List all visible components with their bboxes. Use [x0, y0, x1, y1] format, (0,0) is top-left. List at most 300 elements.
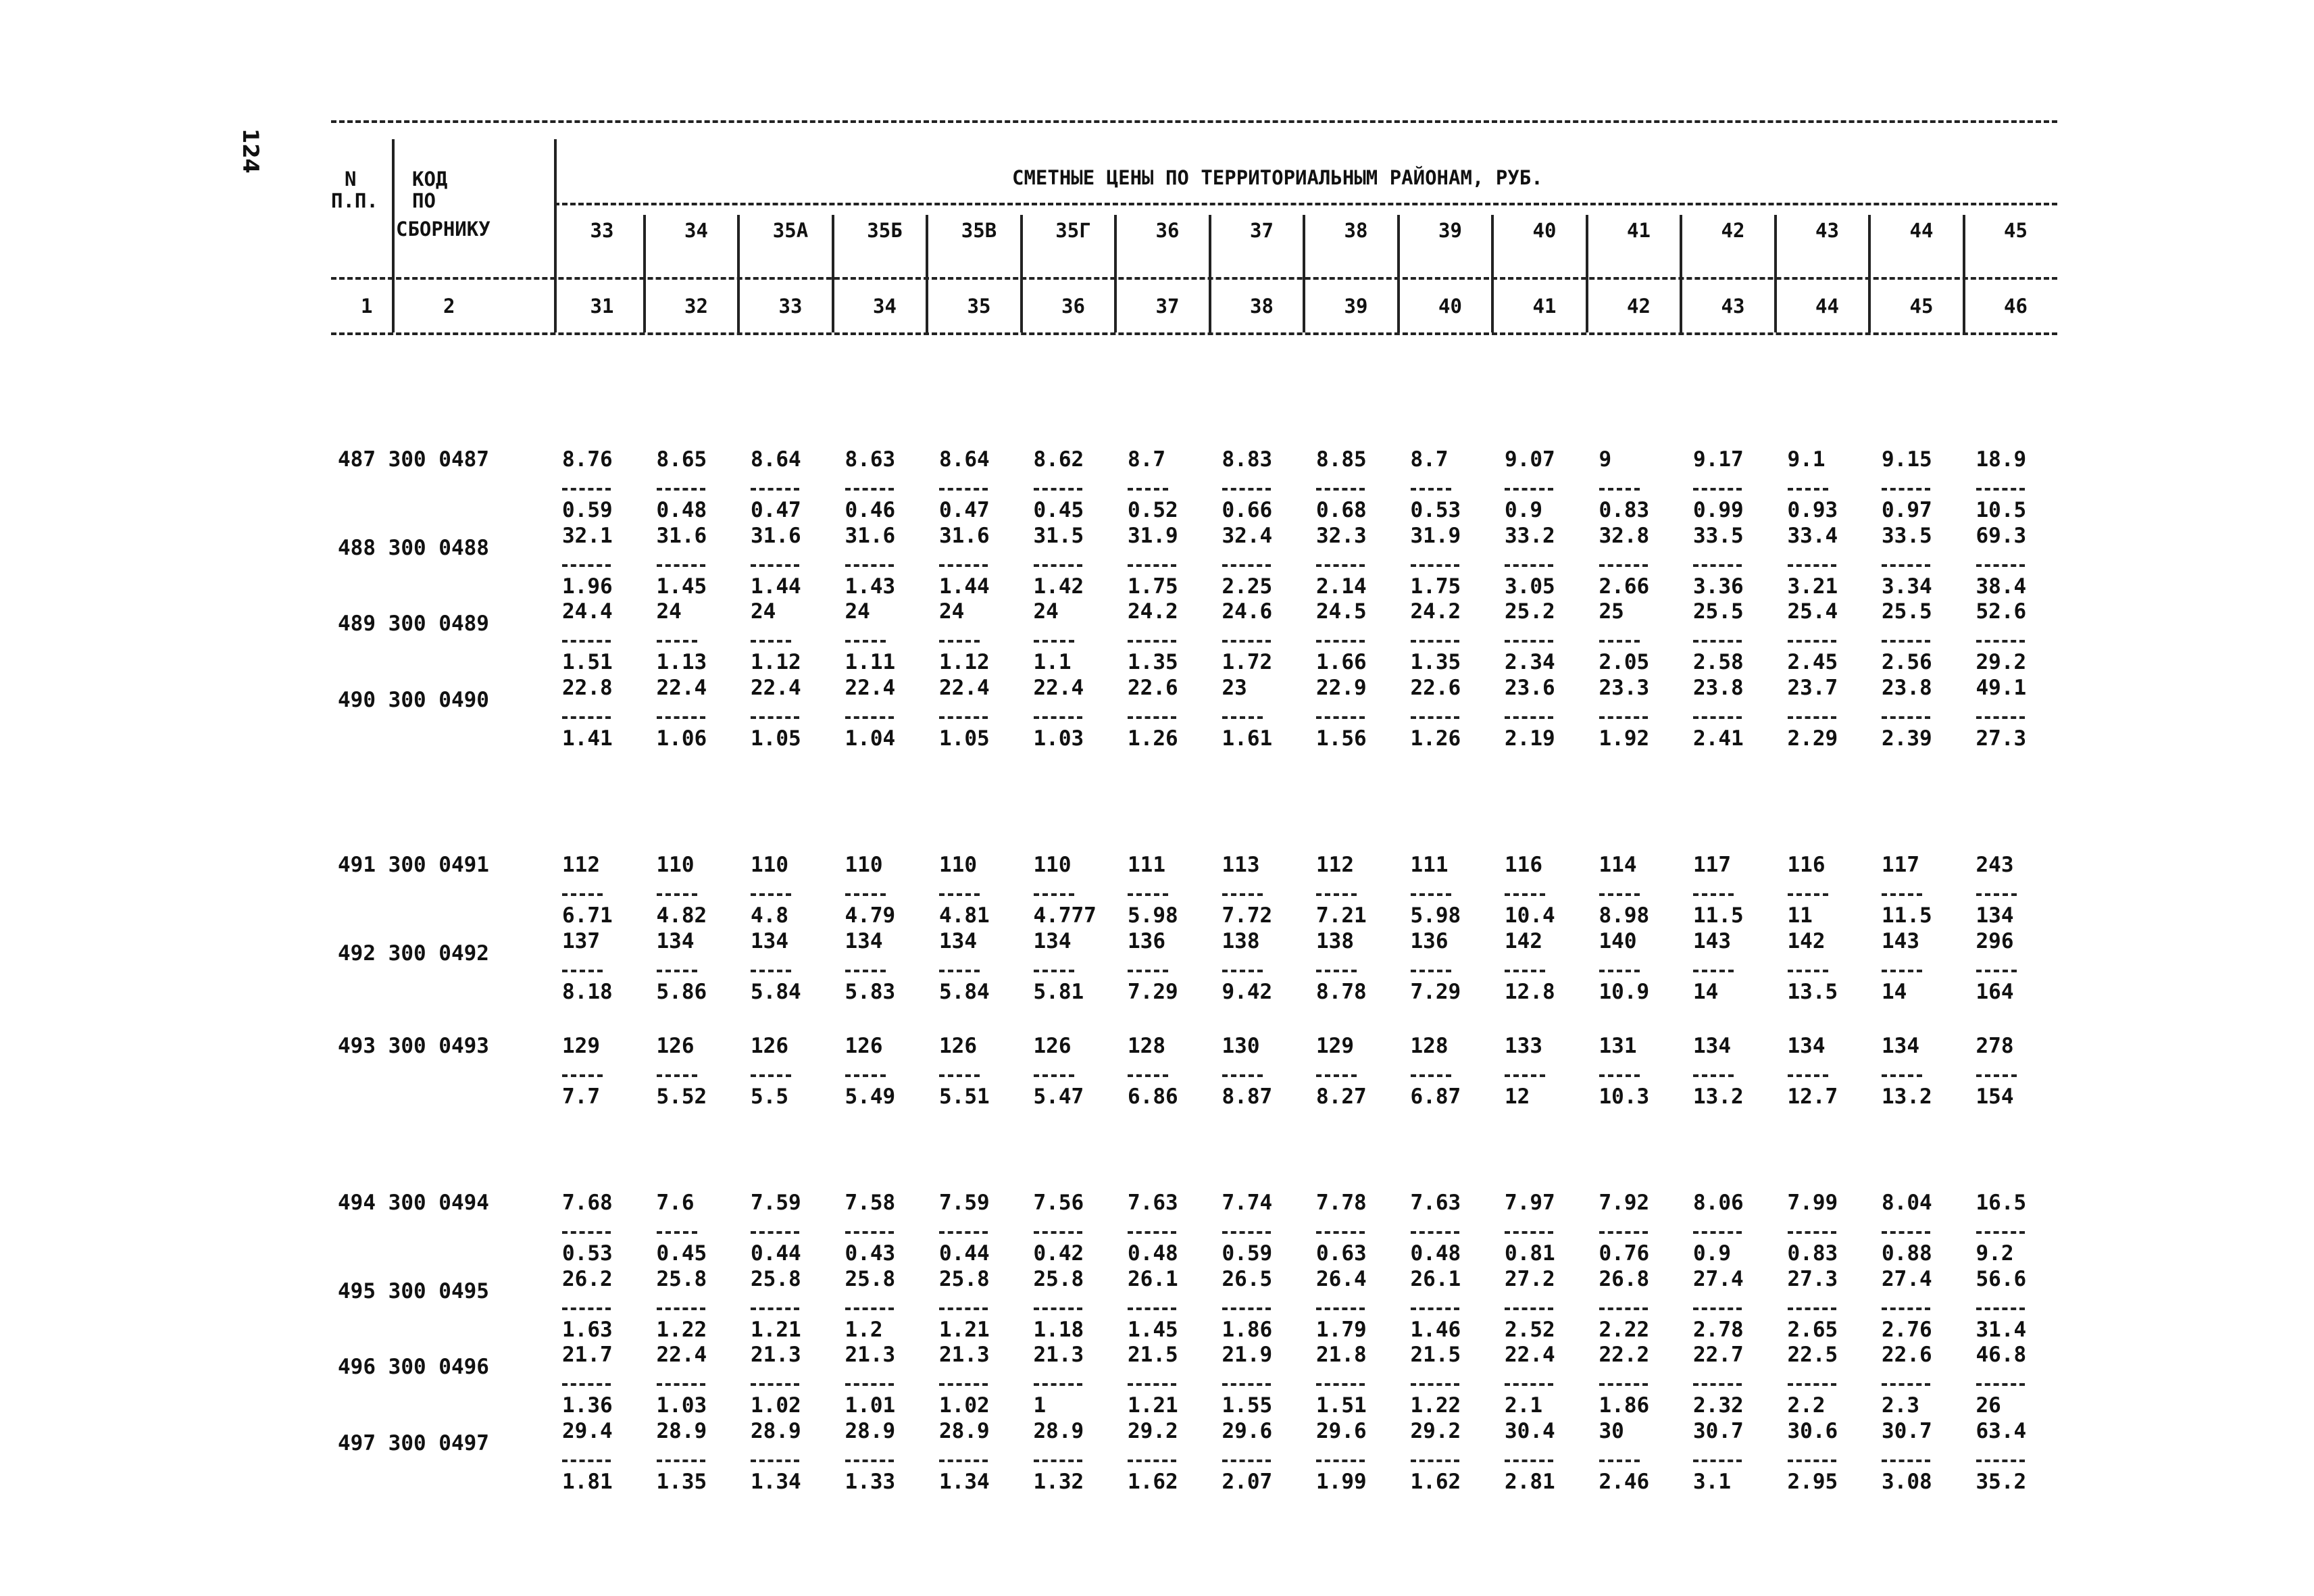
price-cell: 296: [1976, 928, 2014, 953]
price-cell: 28.9: [939, 1418, 990, 1443]
region-header-3: 35Б: [867, 219, 903, 242]
col-number-43: 43: [1721, 295, 1745, 318]
price-cell: 1.56: [1316, 726, 1367, 751]
price-cell: 29.6: [1316, 1418, 1367, 1443]
price-cell: 6.86: [1128, 1084, 1178, 1109]
price-cell: 28.9: [845, 1418, 896, 1443]
fraction-rule: [1788, 716, 1836, 719]
price-cell: 164: [1976, 979, 2014, 1004]
price-cell: 6.87: [1410, 1084, 1461, 1109]
fraction-rule: [1128, 1231, 1176, 1234]
fraction-rule: [1411, 640, 1459, 643]
fraction-rule: [657, 1074, 697, 1077]
price-cell: 56.6: [1976, 1266, 2027, 1291]
fraction-rule: [1882, 1460, 1930, 1462]
header-top-rule: [331, 120, 2057, 123]
price-cell: 7.97: [1505, 1191, 1555, 1215]
price-cell: 126: [1033, 1034, 1072, 1058]
price-cell: 2.58: [1693, 650, 1744, 674]
price-cell: 31.9: [1410, 523, 1461, 548]
price-cell: 38.4: [1976, 574, 2027, 599]
price-cell: 9: [1599, 447, 1612, 472]
fraction-rule: [939, 488, 988, 491]
fraction-rule: [1505, 564, 1553, 567]
price-cell: 21.5: [1410, 1343, 1461, 1367]
price-cell: 8.7: [1128, 447, 1165, 472]
fraction-rule: [751, 640, 791, 643]
price-cell: 126: [939, 1034, 977, 1058]
price-cell: 46.8: [1976, 1343, 2027, 1367]
price-cell: 1.01: [845, 1393, 896, 1418]
price-cell: 1.41: [562, 726, 613, 751]
price-cell: 5.83: [845, 979, 896, 1004]
fraction-rule: [1976, 1460, 2025, 1462]
fraction-rule: [562, 1074, 603, 1077]
price-cell: 23: [1222, 675, 1247, 700]
fraction-rule: [1316, 564, 1365, 567]
fraction-rule: [1505, 716, 1553, 719]
fraction-rule: [1411, 970, 1451, 972]
fraction-rule: [1128, 893, 1168, 896]
price-cell: 1.79: [1316, 1317, 1367, 1342]
region-divider: [643, 215, 646, 332]
fraction-rule: [1693, 1307, 1742, 1310]
fraction-rule: [939, 716, 988, 719]
fraction-rule: [1882, 970, 1922, 972]
fraction-rule: [1128, 1383, 1176, 1386]
price-cell: 12.8: [1505, 979, 1555, 1004]
fraction-rule: [1882, 1307, 1930, 1310]
price-cell: 0.63: [1316, 1241, 1367, 1266]
price-cell: 1.2: [845, 1317, 883, 1342]
fraction-rule: [1882, 488, 1930, 491]
region-divider: [1868, 215, 1871, 332]
fraction-rule: [1222, 1460, 1271, 1462]
price-cell: 0.81: [1505, 1241, 1555, 1266]
col-number-37: 37: [1155, 295, 1180, 318]
price-cell: 2.95: [1787, 1469, 1838, 1494]
price-cell: 0.52: [1128, 498, 1178, 522]
price-cell: 138: [1222, 928, 1260, 953]
row-code: 496 300 0496: [338, 1355, 489, 1379]
fraction-rule: [1128, 640, 1176, 643]
region-divider: [1680, 215, 1682, 332]
fraction-rule: [1693, 1074, 1734, 1077]
price-cell: 8.27: [1316, 1084, 1367, 1109]
fraction-rule: [657, 893, 697, 896]
fraction-rule: [1976, 893, 2017, 896]
fraction-rule: [1222, 1307, 1271, 1310]
price-cell: 4.79: [845, 903, 896, 928]
price-cell: 129: [562, 1034, 600, 1058]
price-cell: 24: [751, 599, 776, 624]
price-cell: 1.62: [1410, 1469, 1461, 1494]
region-header-0: 33: [590, 219, 614, 242]
fraction-rule: [1599, 564, 1648, 567]
price-cell: 33.4: [1787, 523, 1838, 548]
fraction-rule: [751, 893, 791, 896]
price-cell: 25.8: [939, 1266, 990, 1291]
price-cell: 1.36: [562, 1393, 613, 1418]
price-cell: 110: [656, 853, 695, 877]
row-code: 495 300 0495: [338, 1278, 489, 1303]
price-cell: 33.2: [1505, 523, 1555, 548]
price-cell: 14: [1693, 979, 1719, 1004]
price-cell: 25: [1599, 599, 1624, 624]
fraction-rule: [1411, 488, 1451, 491]
region-header-2: 35А: [772, 219, 809, 242]
price-cell: 27.4: [1882, 1266, 1932, 1291]
price-cell: 21.5: [1128, 1343, 1178, 1367]
price-cell: 32.4: [1222, 523, 1273, 548]
price-cell: 8.18: [562, 979, 613, 1004]
col-number-45: 45: [1909, 295, 1934, 318]
price-cell: 136: [1410, 928, 1449, 953]
price-cell: 21.3: [939, 1343, 990, 1367]
fraction-rule: [1976, 564, 2025, 567]
price-cell: 1.05: [939, 726, 990, 751]
price-cell: 1.02: [939, 1393, 990, 1418]
col-number-32: 32: [684, 295, 708, 318]
fraction-rule: [657, 1231, 697, 1234]
price-cell: 25.4: [1787, 599, 1838, 624]
fraction-rule: [657, 564, 705, 567]
fraction-rule: [1034, 1074, 1074, 1077]
region-divider: [1114, 215, 1117, 332]
price-cell: 110: [1033, 853, 1072, 877]
price-cell: 8.65: [656, 447, 707, 472]
price-cell: 1.34: [751, 1469, 801, 1494]
price-cell: 3.34: [1882, 574, 1932, 599]
region-header-10: 40: [1532, 219, 1557, 242]
price-cell: 12.7: [1787, 1084, 1838, 1109]
price-cell: 1.86: [1222, 1317, 1273, 1342]
price-cell: 0.48: [1410, 1241, 1461, 1266]
price-cell: 1.72: [1222, 650, 1273, 674]
price-cell: 4.81: [939, 903, 990, 928]
price-cell: 1.35: [1128, 650, 1178, 674]
price-cell: 4.777: [1033, 903, 1097, 928]
price-cell: 7.74: [1222, 1191, 1273, 1215]
fraction-rule: [1505, 1460, 1553, 1462]
region-header-1: 34: [684, 219, 708, 242]
price-cell: 0.97: [1882, 498, 1932, 522]
price-cell: 1.75: [1128, 574, 1178, 599]
price-cell: 22.2: [1599, 1343, 1650, 1367]
fraction-rule: [657, 1383, 705, 1386]
fraction-rule: [562, 1307, 611, 1310]
fraction-rule: [1788, 640, 1836, 643]
region-divider: [832, 215, 834, 332]
price-cell: 278: [1976, 1034, 2014, 1058]
price-cell: 26.2: [562, 1266, 613, 1291]
region-divider: [1586, 215, 1588, 332]
price-cell: 1.26: [1128, 726, 1178, 751]
col-number-35: 35: [967, 295, 991, 318]
region-header-7: 37: [1250, 219, 1274, 242]
price-cell: 10.4: [1505, 903, 1555, 928]
col-n-label-2: П.П.: [331, 189, 378, 212]
price-cell: 21.7: [562, 1343, 613, 1367]
fraction-rule: [657, 640, 697, 643]
price-cell: 2.3: [1882, 1393, 1919, 1418]
fraction-rule: [1693, 1460, 1742, 1462]
price-cell: 26: [1976, 1393, 2001, 1418]
fraction-rule: [939, 1074, 980, 1077]
price-cell: 9.1: [1787, 447, 1826, 472]
price-cell: 25.5: [1882, 599, 1932, 624]
fraction-rule: [1034, 893, 1074, 896]
region-divider: [1397, 215, 1400, 332]
fraction-rule: [1599, 716, 1648, 719]
fraction-rule: [562, 716, 611, 719]
price-cell: 31.6: [939, 523, 990, 548]
price-cell: 113: [1222, 853, 1260, 877]
price-cell: 8.76: [562, 447, 613, 472]
price-cell: 0.44: [751, 1241, 801, 1266]
col-number-2: 2: [443, 295, 455, 318]
price-cell: 33.5: [1882, 523, 1932, 548]
fraction-rule: [1693, 716, 1742, 719]
price-cell: 0.88: [1882, 1241, 1932, 1266]
col-number-33: 33: [778, 295, 803, 318]
price-cell: 31.9: [1128, 523, 1178, 548]
price-cell: 2.39: [1882, 726, 1932, 751]
price-cell: 1.96: [562, 574, 613, 599]
fraction-rule: [1693, 640, 1742, 643]
fraction-rule: [1222, 1383, 1271, 1386]
row-code: 489 300 0489: [338, 612, 489, 636]
fraction-rule: [845, 970, 886, 972]
price-cell: 2.32: [1693, 1393, 1744, 1418]
fraction-rule: [1034, 1383, 1082, 1386]
price-cell: 21.3: [845, 1343, 896, 1367]
fraction-rule: [1505, 488, 1553, 491]
fraction-rule: [562, 1383, 611, 1386]
price-cell: 7.56: [1033, 1191, 1084, 1215]
price-cell: 24.6: [1222, 599, 1273, 624]
price-cell: 1.05: [751, 726, 801, 751]
price-cell: 22.4: [656, 1343, 707, 1367]
fraction-rule: [1505, 1074, 1545, 1077]
price-cell: 1.21: [751, 1317, 801, 1342]
price-cell: 2.22: [1599, 1317, 1650, 1342]
fraction-rule: [1788, 1307, 1836, 1310]
fraction-rule: [657, 716, 705, 719]
fraction-rule: [1034, 1307, 1082, 1310]
price-cell: 3.1: [1693, 1469, 1731, 1494]
fraction-rule: [1316, 1307, 1365, 1310]
fraction-rule: [1599, 1460, 1640, 1462]
price-cell: 1.61: [1222, 726, 1273, 751]
fraction-rule: [845, 1460, 894, 1462]
price-cell: 8.64: [751, 447, 801, 472]
fraction-rule: [1505, 970, 1545, 972]
price-cell: 134: [845, 928, 883, 953]
fraction-rule: [657, 1460, 705, 1462]
price-cell: 8.87: [1222, 1084, 1273, 1109]
price-cell: 1.42: [1033, 574, 1084, 599]
price-cell: 128: [1410, 1034, 1449, 1058]
price-cell: 243: [1976, 853, 2014, 877]
fraction-rule: [845, 640, 886, 643]
price-cell: 31.6: [656, 523, 707, 548]
region-header-6: 36: [1155, 219, 1180, 242]
price-cell: 0.76: [1599, 1241, 1650, 1266]
region-header-13: 43: [1815, 219, 1839, 242]
price-cell: 18.9: [1976, 447, 2027, 472]
price-cell: 26.1: [1410, 1266, 1461, 1291]
fraction-rule: [939, 970, 980, 972]
price-cell: 0.83: [1787, 1241, 1838, 1266]
fraction-rule: [1128, 1307, 1176, 1310]
fraction-rule: [1599, 488, 1640, 491]
price-cell: 1: [1033, 1393, 1047, 1418]
price-cell: 8.85: [1316, 447, 1367, 472]
fraction-rule: [1222, 970, 1263, 972]
fraction-rule: [1788, 564, 1836, 567]
price-cell: 35.2: [1976, 1469, 2027, 1494]
price-cell: 29.2: [1410, 1418, 1461, 1443]
header-divider-n: [392, 139, 395, 332]
price-cell: 110: [939, 853, 977, 877]
fraction-rule: [1976, 1231, 2025, 1234]
price-cell: 25.8: [1033, 1266, 1084, 1291]
fraction-rule: [1599, 1231, 1648, 1234]
price-cell: 6.71: [562, 903, 613, 928]
price-cell: 0.44: [939, 1241, 990, 1266]
price-cell: 0.42: [1033, 1241, 1084, 1266]
price-cell: 24.2: [1128, 599, 1178, 624]
fraction-rule: [1128, 970, 1168, 972]
price-cell: 1.75: [1410, 574, 1461, 599]
fraction-rule: [1128, 716, 1176, 719]
price-cell: 22.4: [656, 675, 707, 700]
price-cell: 24.2: [1410, 599, 1461, 624]
price-cell: 31.6: [845, 523, 896, 548]
price-cell: 117: [1693, 853, 1731, 877]
fraction-rule: [1128, 1074, 1168, 1077]
price-cell: 23.8: [1693, 675, 1744, 700]
col-number-39: 39: [1344, 295, 1368, 318]
price-cell: 0.83: [1599, 498, 1650, 522]
price-cell: 134: [656, 928, 695, 953]
price-cell: 27.4: [1693, 1266, 1744, 1291]
fraction-rule: [1599, 970, 1640, 972]
fraction-rule: [751, 716, 799, 719]
price-cell: 31.5: [1033, 523, 1084, 548]
price-cell: 0.48: [1128, 1241, 1178, 1266]
price-cell: 2.52: [1505, 1317, 1555, 1342]
fraction-rule: [1316, 1460, 1365, 1462]
fraction-rule: [845, 488, 894, 491]
price-cell: 8.06: [1693, 1191, 1744, 1215]
fraction-rule: [751, 1383, 799, 1386]
price-cell: 24: [656, 599, 682, 624]
fraction-rule: [1976, 716, 2025, 719]
fraction-rule: [1222, 488, 1271, 491]
col-number-31: 31: [590, 295, 614, 318]
price-cell: 23.7: [1787, 675, 1838, 700]
price-cell: 5.47: [1033, 1084, 1084, 1109]
price-cell: 11.5: [1693, 903, 1744, 928]
price-cell: 0.59: [562, 498, 613, 522]
fraction-rule: [1411, 1231, 1459, 1234]
price-cell: 1.86: [1599, 1393, 1650, 1418]
price-cell: 133: [1505, 1034, 1542, 1058]
price-cell: 1.35: [656, 1469, 707, 1494]
price-cell: 7.78: [1316, 1191, 1367, 1215]
price-cell: 24.4: [562, 599, 613, 624]
price-cell: 24.5: [1316, 599, 1367, 624]
fraction-rule: [1128, 564, 1176, 567]
price-cell: 7.6: [656, 1191, 695, 1215]
price-cell: 33.5: [1693, 523, 1744, 548]
price-cell: 136: [1128, 928, 1165, 953]
price-cell: 13.2: [1693, 1084, 1744, 1109]
price-cell: 2.81: [1505, 1469, 1555, 1494]
price-cell: 11: [1787, 903, 1813, 928]
price-cell: 22.6: [1410, 675, 1461, 700]
col-number-44: 44: [1815, 295, 1839, 318]
fraction-rule: [1316, 893, 1357, 896]
price-cell: 2.07: [1222, 1469, 1273, 1494]
price-cell: 22.7: [1693, 1343, 1744, 1367]
col-number-38: 38: [1250, 295, 1274, 318]
price-cell: 0.53: [1410, 498, 1461, 522]
fraction-rule: [1693, 970, 1734, 972]
price-cell: 27.3: [1787, 1266, 1838, 1291]
price-cell: 16.5: [1976, 1191, 2027, 1215]
price-cell: 22.6: [1128, 675, 1178, 700]
fraction-rule: [1882, 716, 1930, 719]
fraction-rule: [939, 1460, 988, 1462]
price-cell: 7.99: [1787, 1191, 1838, 1215]
price-cell: 32.3: [1316, 523, 1367, 548]
price-cell: 27.3: [1976, 726, 2027, 751]
price-cell: 2.05: [1599, 650, 1650, 674]
fraction-rule: [751, 564, 799, 567]
price-cell: 30.7: [1693, 1418, 1744, 1443]
price-cell: 31.6: [751, 523, 801, 548]
fraction-rule: [845, 893, 886, 896]
fraction-rule: [1599, 1383, 1648, 1386]
fraction-rule: [1599, 640, 1640, 643]
price-cell: 111: [1410, 853, 1449, 877]
price-cell: 1.06: [656, 726, 707, 751]
price-cell: 0.46: [845, 498, 896, 522]
price-cell: 22.8: [562, 675, 613, 700]
price-cell: 52.6: [1976, 599, 2027, 624]
price-cell: 1.12: [939, 650, 990, 674]
fraction-rule: [1034, 1231, 1082, 1234]
fraction-rule: [845, 564, 894, 567]
price-cell: 8.78: [1316, 979, 1367, 1004]
price-cell: 8.98: [1599, 903, 1650, 928]
price-cell: 1.44: [939, 574, 990, 599]
fraction-rule: [1034, 640, 1074, 643]
col-number-41: 41: [1532, 295, 1557, 318]
fraction-rule: [562, 970, 603, 972]
price-cell: 1.18: [1033, 1317, 1084, 1342]
price-cell: 63.4: [1976, 1418, 2027, 1443]
fraction-rule: [1316, 1231, 1365, 1234]
price-cell: 0.47: [939, 498, 990, 522]
fraction-rule: [845, 1383, 894, 1386]
price-cell: 2.29: [1787, 726, 1838, 751]
price-cell: 1.04: [845, 726, 896, 751]
price-cell: 143: [1693, 928, 1731, 953]
